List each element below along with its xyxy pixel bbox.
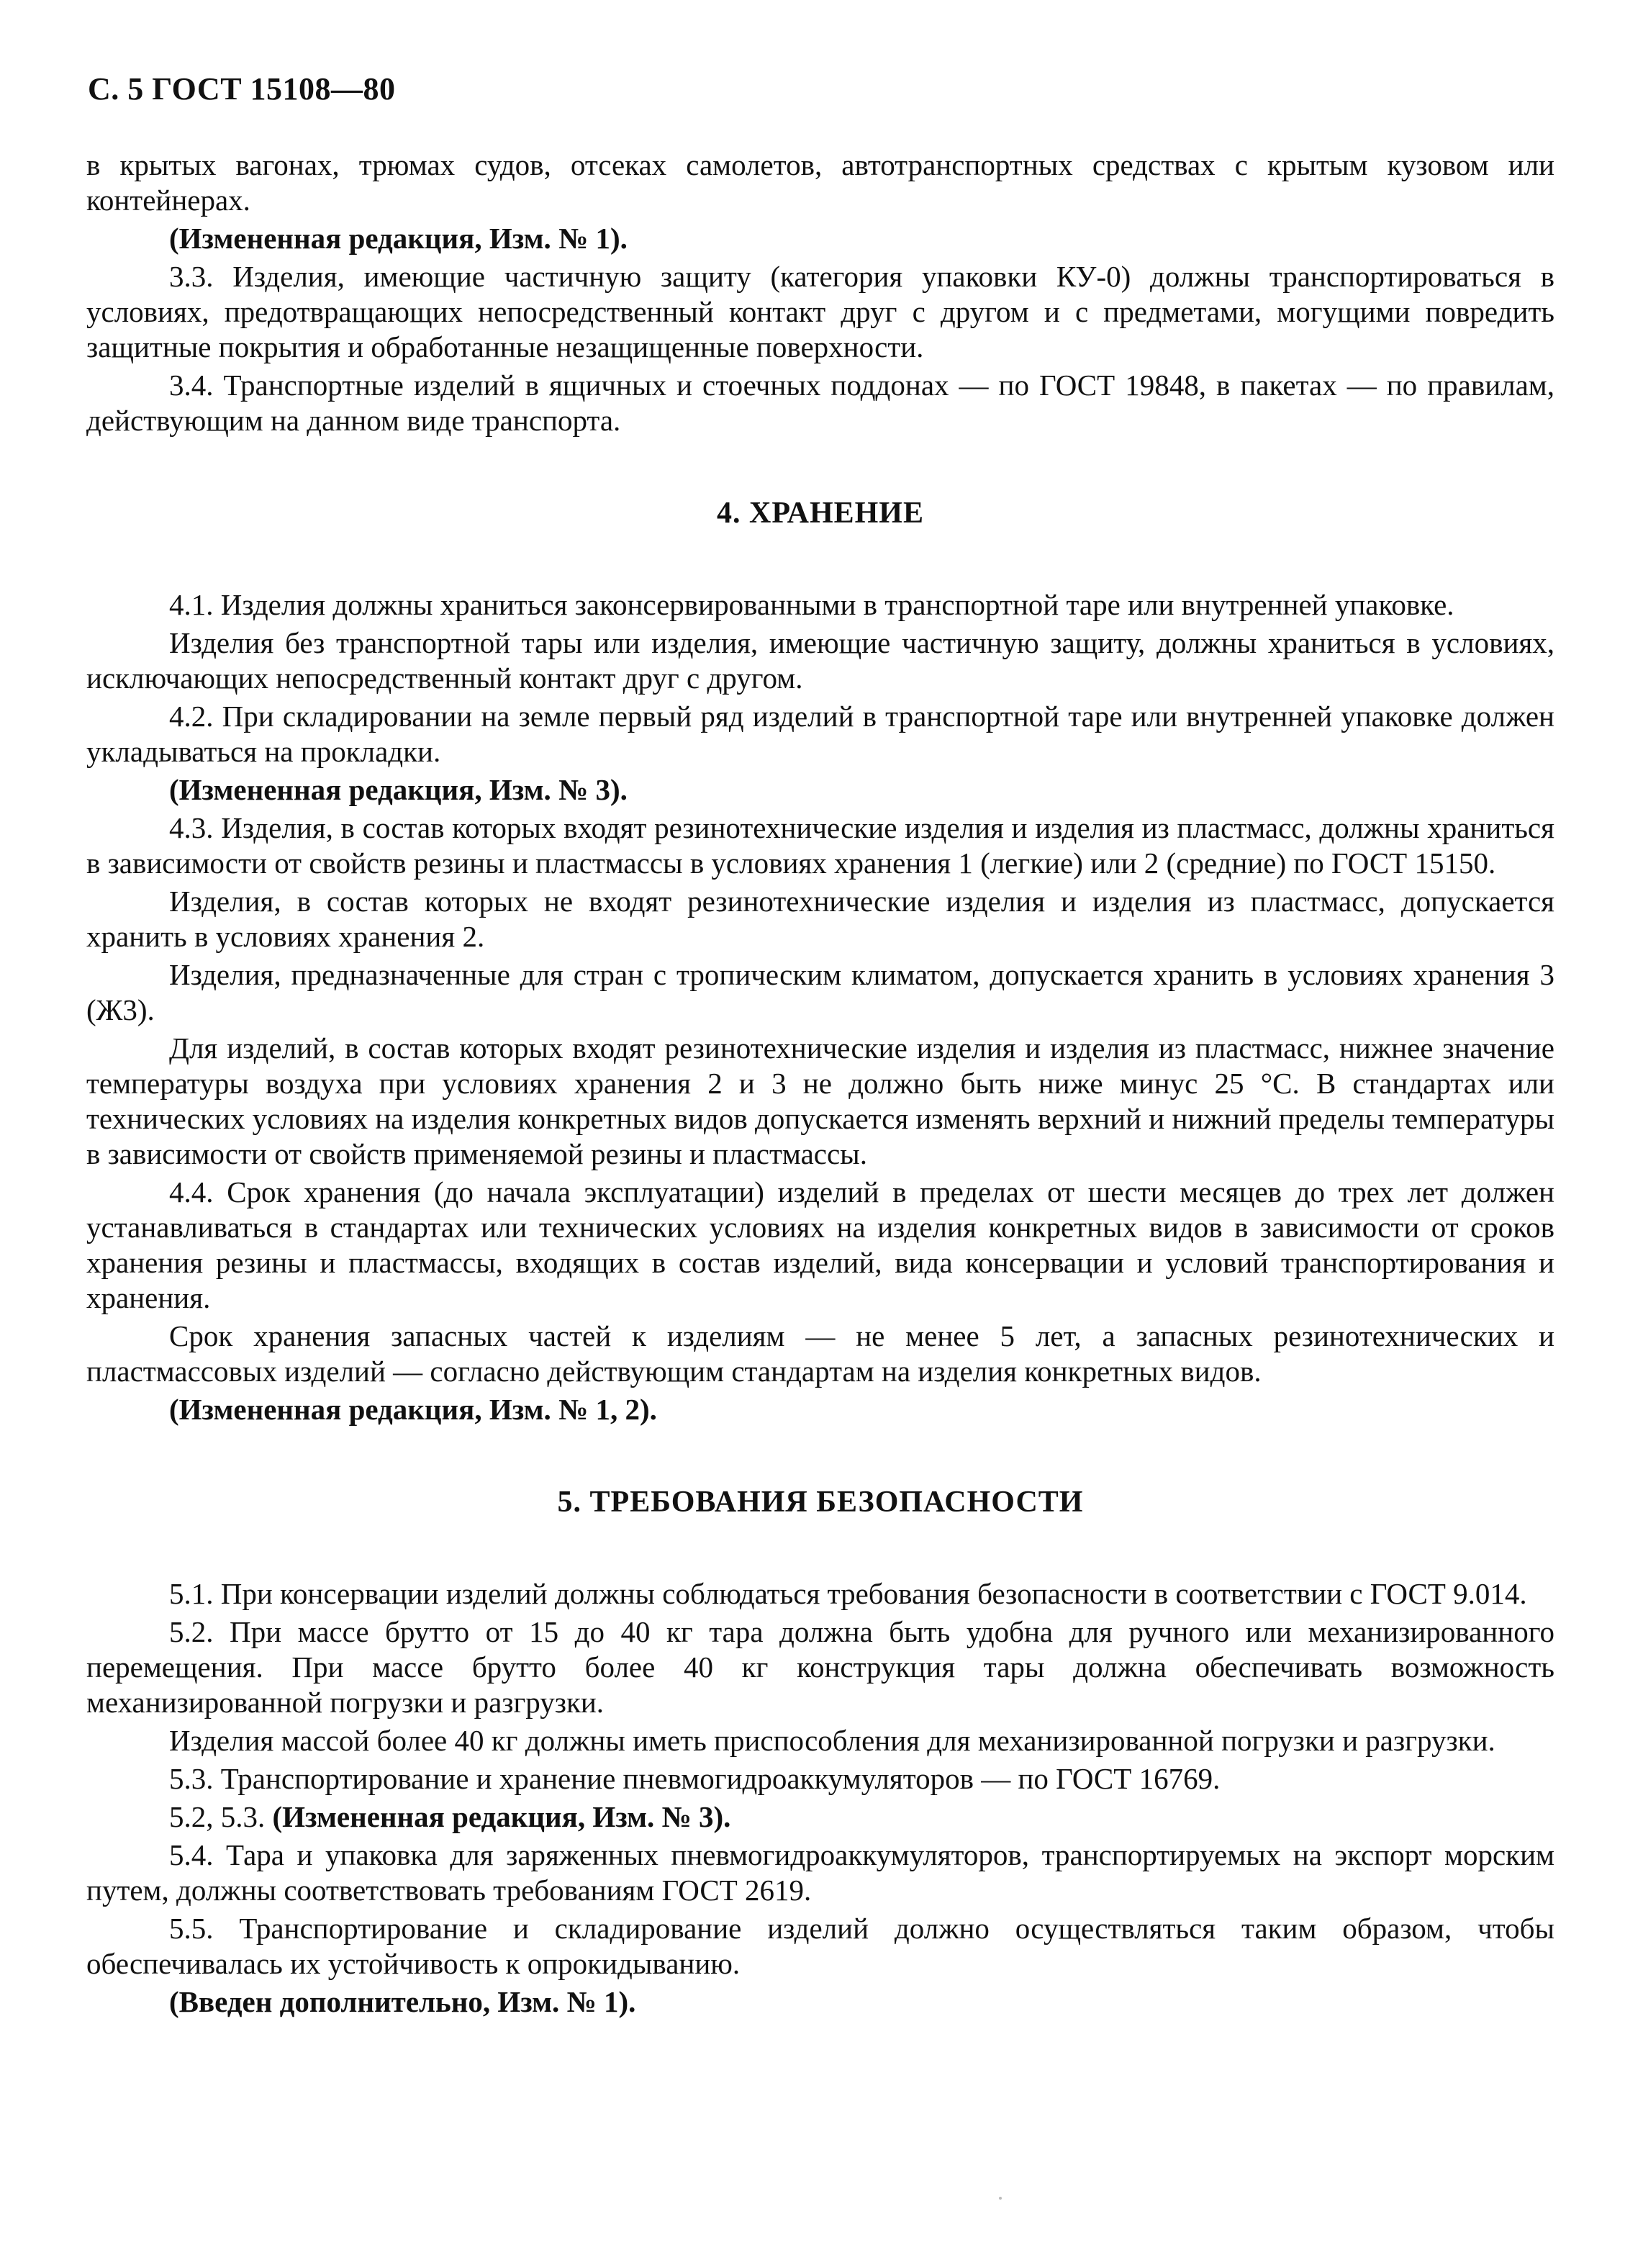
paragraph: Срок хранения запасных частей к изделиям — не менее 5 лет, а запасных резинотехнических и пластмассовых изделий — согласно действующим стандартам на изделия конкретных видов.: [86, 1319, 1554, 1388]
amendment-note-line: [86, 1799, 1554, 1835]
paragraph: 3.4. Транспортные изделий в ящичных и стоечных поддонах — по ГОСТ 19848, в пакетах — по правилам, действующим на данном виде транспорта.: [86, 369, 1554, 437]
paragraph: 5.1. При консервации изделий должны соблюдаться требования безопасности в соответствии с ГОСТ 9.014.: [169, 1577, 1527, 1610]
paragraph: 4.4. Срок хранения (до начала эксплуатации) изделий в пределах от шести месяцев до трех лет должен устанавливаться в стандартах или технических условиях на изделия конкретных видов в зависимости от сроков хранения резины и пластмассы, входящих в состав изделий, вида консервации и условий транспортирования и хранения.: [86, 1175, 1554, 1314]
section-heading: 4. ХРАНЕНИЕ: [717, 497, 924, 530]
paragraph: Изделия без транспортной тары или изделия, имеющие частичную защиту, должны храниться в условиях, исключающих непосредственный контакт друг с другом.: [86, 626, 1554, 695]
amendment-note: (Введен дополнительно, Изм. № 1).: [169, 1985, 636, 2018]
paragraph: Изделия массой более 40 кг должны иметь приспособления для механизированной погрузки и разгрузки.: [169, 1724, 1495, 1757]
paragraph: 5.2. При массе брутто от 15 до 40 кг тара должна быть удобна для ручного или механизированного перемещения. При массе брутто более 40 кг конструкция тары должна обеспечивать возможность механизированной погрузки и разгрузки.: [86, 1615, 1554, 1719]
paragraph: 3.3. Изделия, имеющие частичную защиту (категория упаковки КУ-0) должны транспортироваться в условиях, предотвращающих непосредственный контакт друг с другом и с предметами, могущими повредить защитные покрытия и обработанные незащищенные поверхности.: [86, 260, 1554, 363]
page-header: С. 5 ГОСТ 15108—80: [88, 71, 396, 107]
section-heading: 5. ТРЕБОВАНИЯ БЕЗОПАСНОСТИ: [557, 1486, 1084, 1519]
paragraph: 4.1. Изделия должны храниться законсервированными в транспортной таре или внутренней упаковке.: [169, 588, 1454, 621]
paragraph: 5.5. Транспортирование и складирование изделий должно осуществляться таким образом, чтобы обеспечивалась их устойчивость к опрокидыванию.: [86, 1912, 1554, 1980]
amendment-note: (Измененная редакция, Изм. № 1).: [169, 222, 628, 255]
paragraph: 5.3. Транспортирование и хранение пневмогидроаккумуляторов — по ГОСТ 16769.: [169, 1762, 1221, 1795]
amendment-note: (Измененная редакция, Изм. № 3).: [272, 1800, 731, 1833]
scan-speck: [999, 2197, 1002, 2200]
paragraph: 4.3. Изделия, в состав которых входят резинотехнические изделия и изделия из пластмасс, должны храниться в зависимости от свойств резины и пластмассы в условиях хранения 1 (легкие) или 2 (средние) по ГОСТ 15150.: [86, 811, 1554, 880]
paragraph: 5.4. Тара и упаковка для заряженных пневмогидроаккумуляторов, транспортируемых на экспорт морским путем, должны соответствовать требованиям ГОСТ 2619.: [86, 1838, 1554, 1907]
document-body: [86, 148, 1554, 2023]
amendment-note: (Измененная редакция, Изм. № 1, 2).: [169, 1393, 657, 1426]
amendment-note: (Измененная редакция, Изм. № 3).: [169, 773, 628, 806]
paragraph: Изделия, в состав которых не входят резинотехнические изделия и изделия из пластмасс, допускается хранить в условиях хранения 2.: [86, 885, 1554, 953]
paragraph: в крытых вагонах, трюмах судов, отсеках самолетов, автотранспортных средствах с крытым кузовом или контейнерах.: [86, 148, 1554, 217]
paragraph: Изделия, предназначенные для стран с тропическим климатом, допускается хранить в условиях хранения 3 (Ж3).: [86, 958, 1554, 1026]
clause-ref: 5.2, 5.3.: [169, 1800, 273, 1833]
paragraph: Для изделий, в состав которых входят резинотехнические изделия и изделия из пластмасс, нижнее значение температуры воздуха при условиях хранения 2 и 3 не должно быть ниже минус 25 °С. В стандартах или технических условиях на изделия конкретных видов допускается изменять верхний и нижний пределы температуры в зависимости от свойств применяемой резины и пластмассы.: [86, 1031, 1554, 1170]
paragraph: 4.2. При складировании на земле первый ряд изделий в транспортной таре или внутренней упаковке должен укладываться на прокладки.: [86, 700, 1554, 768]
